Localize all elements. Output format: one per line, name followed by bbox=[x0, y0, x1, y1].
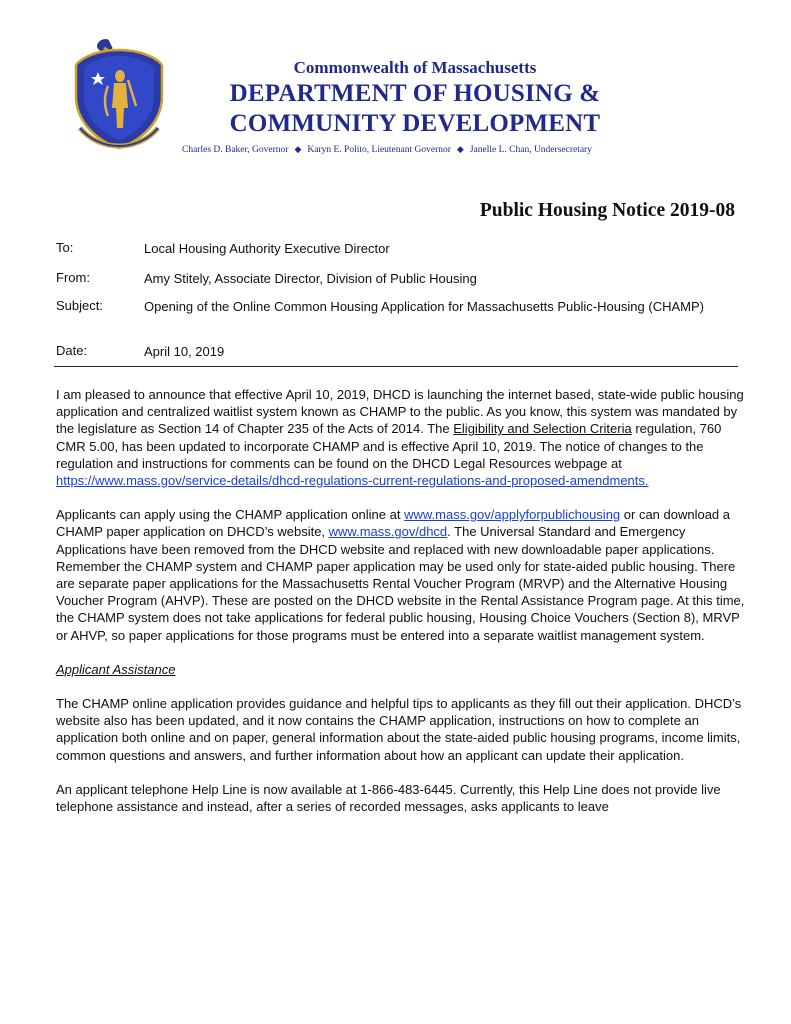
memo-label: Date: bbox=[56, 343, 88, 358]
commonwealth-name: Commonwealth of Massachusetts bbox=[293, 58, 537, 77]
apply-online-link[interactable]: www.mass.gov/applyforpublichousing bbox=[404, 507, 621, 523]
officials-line bbox=[182, 144, 642, 155]
lieutenant-governor: Karyn E. Polito, Lieutenant Governor bbox=[307, 144, 451, 155]
paragraph bbox=[56, 506, 746, 644]
dhcd-website-link[interactable]: www.mass.gov/dhcd bbox=[328, 524, 448, 540]
memo-label: To: bbox=[56, 240, 74, 255]
notice-title: Public Housing Notice 2019-08 bbox=[479, 200, 735, 221]
massachusetts-seal-icon bbox=[70, 36, 168, 154]
text: or can download a CHAMP paper application on DHCD’s website, bbox=[56, 507, 731, 540]
department-name-line1: DEPARTMENT OF HOUSING & bbox=[229, 80, 601, 107]
legal-resources-link[interactable]: https://www.mass.gov/service-details/dhcd-regulations-current-regulations-and-proposed-amendments. bbox=[56, 473, 649, 489]
notice-body bbox=[56, 386, 746, 832]
paragraph bbox=[56, 386, 746, 489]
text: regulation, 760 CMR 5.00, has been updated to incorporate CHAMP and is effective April 10, 2019. The notice of changes to the regulation and instructions for comments can be found on the DHCD Legal Resources webpage at bbox=[56, 421, 722, 471]
diamond-icon: ◆ bbox=[294, 144, 302, 154]
text: I am pleased to announce that effective April 10, 2019, DHCD is launching the internet based, state-wide public housing application and centralized waitlist system known as CHAMP to the public. As you know, this system was mandated by the legislature as Section 14 of Chapter 235 of the Acts of 2014. The bbox=[56, 387, 744, 437]
text: Applicants can apply using the CHAMP application online at bbox=[56, 507, 405, 523]
department-name-line2: COMMUNITY DEVELOPMENT bbox=[229, 110, 601, 137]
paragraph: An applicant telephone Help Line is now available at 1-866-483-6445. Currently, this Help Line does not provide live telephone assistance and instead, after a series of recorded messages, asks applicants to leave bbox=[56, 781, 721, 815]
memo-value: Local Housing Authority Executive Director bbox=[144, 241, 390, 256]
memo-value: April 10, 2019 bbox=[144, 344, 225, 359]
memo-label: Subject: bbox=[56, 298, 103, 313]
section-heading bbox=[56, 661, 746, 678]
paragraph: The CHAMP online application provides guidance and helpful tips to applicants as they fill out their application. DHCD’s website also has been updated, and it now contains the CHAMP application, instructions on how to complete an application both online and on paper, general information about the state-aided public housing programs, income limits, common questions and answers, and further information about how an applicant can update their application. bbox=[56, 696, 742, 763]
diamond-icon: ◆ bbox=[456, 144, 464, 154]
regulation-title: Eligibility and Selection Criteria bbox=[453, 421, 632, 437]
memo-value: Amy Stitely, Associate Director, Division of Public Housing bbox=[144, 271, 477, 286]
memo-value: Opening of the Online Common Housing Application for Massachusetts Public-Housing (CHAMP) bbox=[144, 299, 704, 314]
undersecretary: Janelle L. Chan, Undersecretary bbox=[469, 144, 592, 155]
governor: Charles D. Baker, Governor bbox=[182, 144, 289, 155]
text: . The Universal Standard and Emergency Applications have been removed from the DHCD website and replaced with new downloadable paper applications. Remember the CHAMP system and CHAMP paper application may be used only for state-aided public housing. There are separate paper applications for the Massachusetts Rental Voucher Program (MRVP) and the Alternative Housing Voucher Program (AHVP). These are posted on the DHCD website in the Rental Assistance Program page. At this time, the CHAMP system does not take applications for federal public housing, Housing Choice Vouchers (Section 8), MRVP or AHVP, so paper applications for those programs must be entered into a separate waitlist management system. bbox=[56, 524, 745, 643]
divider bbox=[54, 366, 738, 367]
memo-label: From: bbox=[56, 270, 90, 285]
heading-text: Applicant Assistance bbox=[56, 661, 176, 677]
